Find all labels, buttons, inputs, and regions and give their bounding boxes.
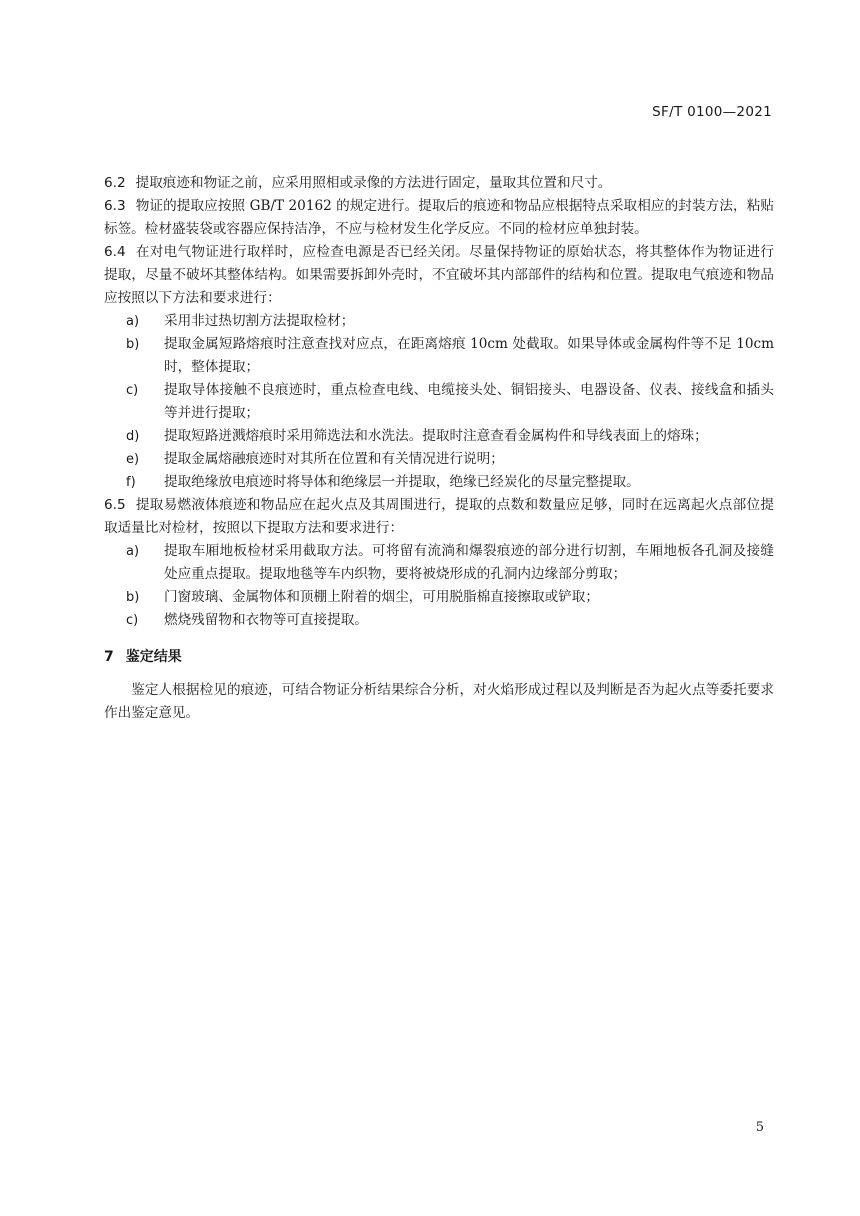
list-item <box>104 425 774 448</box>
list-item-text: 提取车厢地板检材采用截取方法。可将留有流淌和爆裂痕迹的部分进行切割，车厢地板各孔洞及接缝处应重点提取。提取地毯等车内织物，要将被烧形成的孔洞内边缘部分剪取； <box>164 543 774 582</box>
list-item-text: 燃烧残留物和衣物等可直接提取。 <box>164 612 368 628</box>
clause-text: 提取易燃液体痕迹和物品应在起火点及其周围进行，提取的点数和数量应足够，同时在远离起火点部位提取适量比对检材，按照以下提取方法和要求进行： <box>104 497 774 536</box>
clause-6-4 <box>104 241 774 310</box>
list-item <box>104 540 774 586</box>
list-item <box>104 586 774 609</box>
section-heading <box>104 646 774 669</box>
list-item <box>104 333 774 379</box>
page-number: 5 <box>755 1120 764 1135</box>
clause-6-5 <box>104 494 774 540</box>
list-item <box>104 609 774 632</box>
clause-6-2 <box>104 172 774 195</box>
clause-number: 6.5 <box>104 497 126 513</box>
list-item-text: 采用非过热切割方法提取检材； <box>164 313 355 329</box>
section-number: 7 <box>104 649 114 665</box>
list-item-text: 提取金属熔融痕迹时对其所在位置和有关情况进行说明； <box>164 451 504 467</box>
list-marker: a) <box>126 544 140 559</box>
list-item-text: 门窗玻璃、金属物体和顶棚上附着的烟尘，可用脱脂棉直接擦取或铲取； <box>164 589 599 605</box>
section-title: 鉴定结果 <box>125 649 182 665</box>
list-item <box>104 310 774 333</box>
list-marker: a) <box>126 314 140 329</box>
list-item <box>104 471 774 494</box>
document-body <box>104 172 774 725</box>
list-item-text: 提取绝缘放电痕迹时将导体和绝缘层一并提取，绝缘已经炭化的尽量完整提取。 <box>164 474 640 490</box>
list-item <box>104 448 774 471</box>
list-item <box>104 379 774 425</box>
list-marker: d) <box>126 429 140 444</box>
clause-number: 6.2 <box>104 175 126 191</box>
clause-text: 物证的提取应按照 GB/T 20162 的规定进行。提取后的痕迹和物品应根据特点采取相应的封装方法，粘贴标签。检材盛装袋或容器应保持洁净，不应与检材发生化学反应。不同的检材应单独封装。 <box>104 198 774 237</box>
standard-code: SF/T 0100—2021 <box>652 104 772 120</box>
list-marker: e) <box>126 452 140 467</box>
list-item-text: 提取短路迸溅熔痕时采用筛选法和水洗法。提取时注意查看金属构件和导线表面上的熔珠； <box>164 428 708 444</box>
clause-number: 6.3 <box>104 198 126 214</box>
list-marker: c) <box>126 613 139 628</box>
clause-text: 提取痕迹和物证之前，应采用照相或录像的方法进行固定，量取其位置和尺寸。 <box>135 175 612 191</box>
clause-number: 6.4 <box>104 244 126 260</box>
list-marker: c) <box>126 383 139 398</box>
list-item-text: 提取金属短路熔痕时注意查找对应点，在距离熔痕 10cm 处截取。如果导体或金属构件等不足 10cm 时，整体提取； <box>164 336 774 375</box>
list-marker: f) <box>126 475 136 490</box>
list-marker: b) <box>126 590 140 605</box>
section-body: 鉴定人根据检见的痕迹，可结合物证分析结果综合分析，对火焰形成过程以及判断是否为起火点等委托要求作出鉴定意见。 <box>104 682 774 721</box>
list-marker: b) <box>126 337 140 352</box>
list-item-text: 提取导体接触不良痕迹时，重点检查电线、电缆接头处、铜铝接头、电器设备、仪表、接线盒和插头等并进行提取； <box>164 382 774 421</box>
clause-6-3 <box>104 195 774 241</box>
clause-text: 在对电气物证进行取样时，应检查电源是否已经关闭。尽量保持物证的原始状态，将其整体作为物证进行提取，尽量不破坏其整体结构。如果需要拆卸外壳时，不宜破坏其内部部件的结构和位置。提取电气痕迹和物品应按照以下方法和要求进行： <box>104 244 774 306</box>
